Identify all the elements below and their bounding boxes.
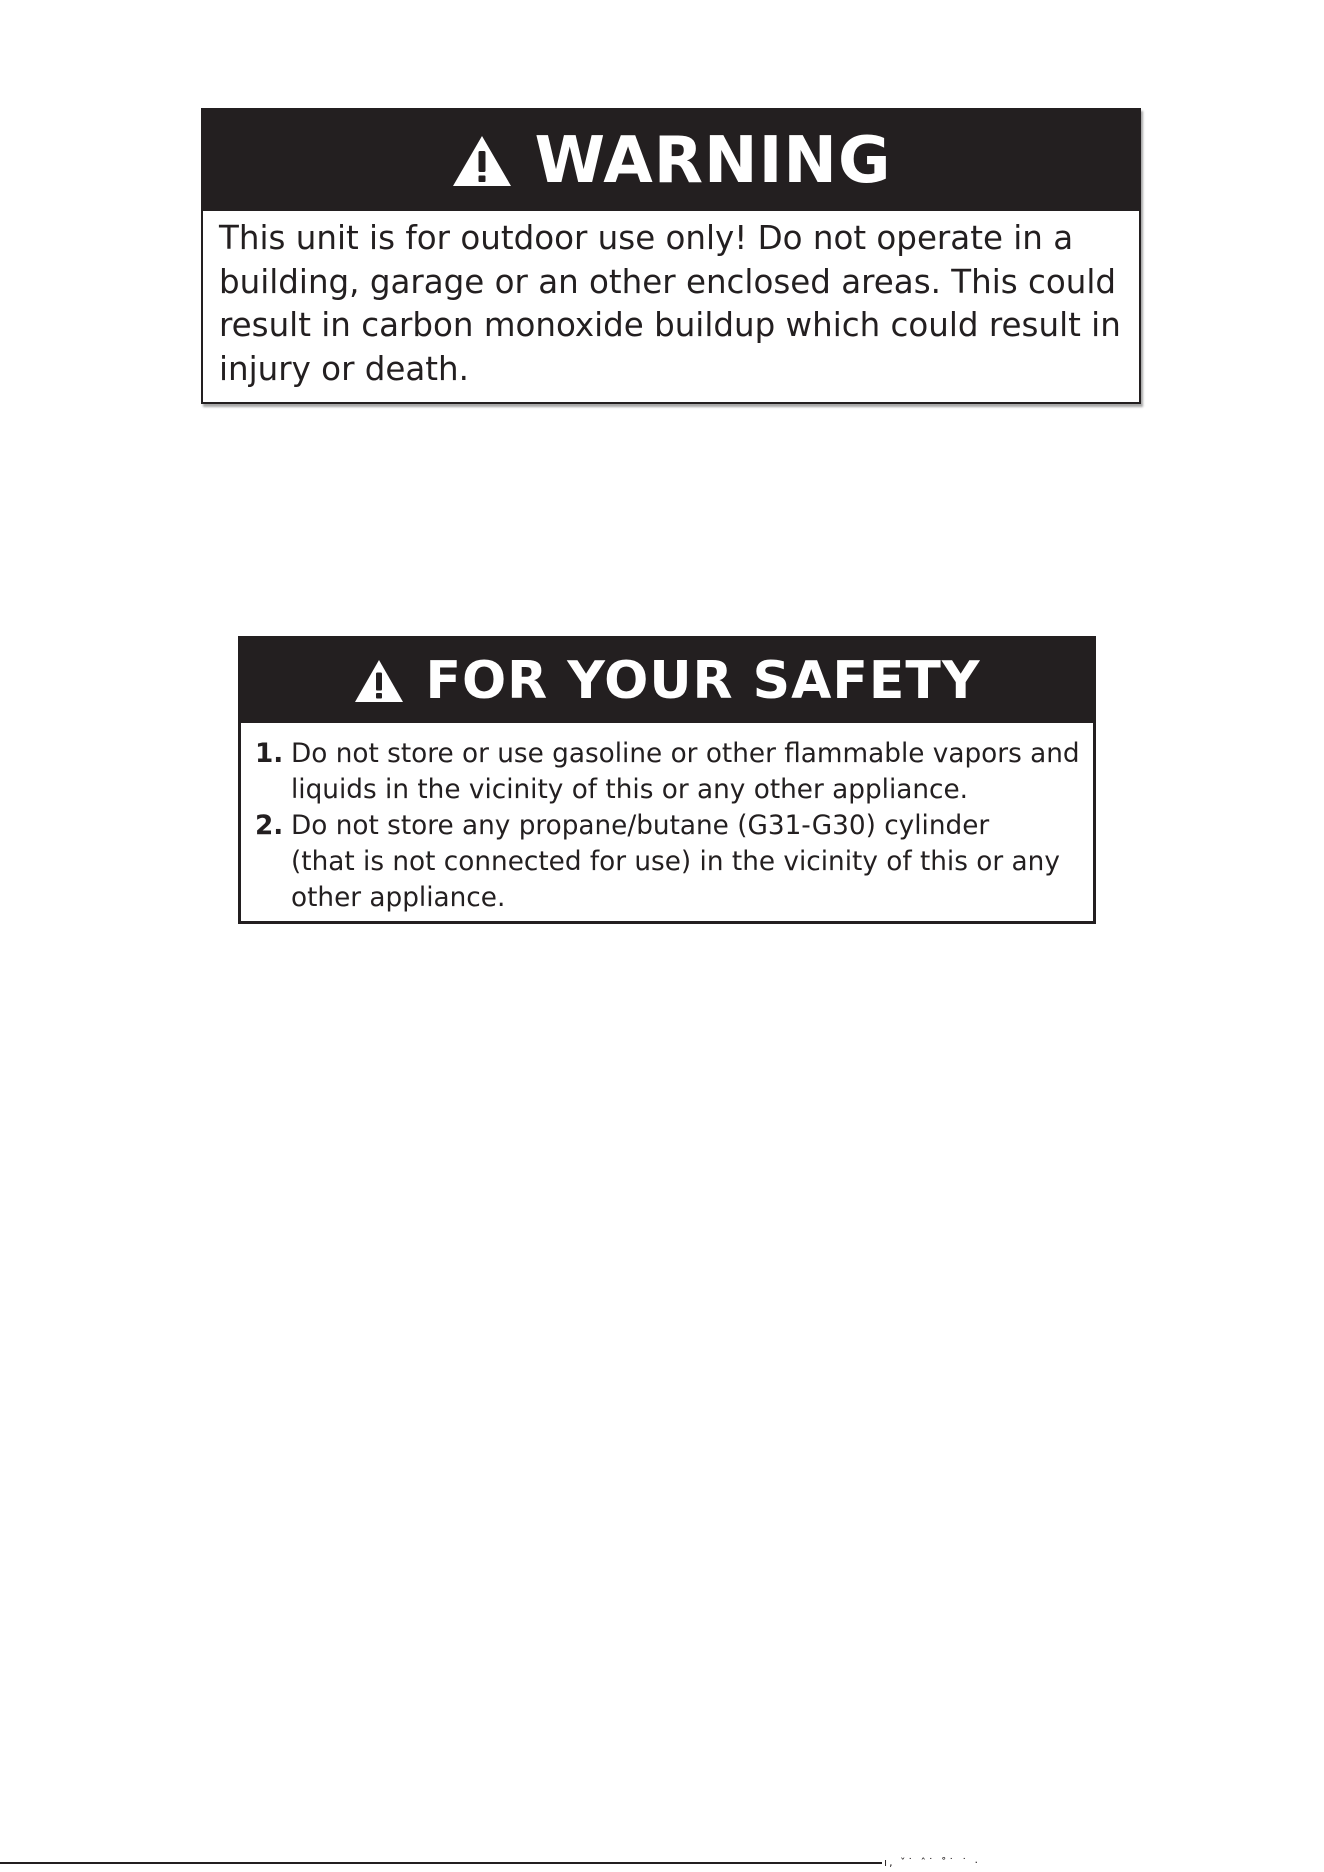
warning-text-line: building, garage or an other enclosed areas. This could <box>219 262 1117 301</box>
list-item-line: (that is not connected for use) in the vicinity of this or any <box>291 847 1060 877</box>
safety-list-item <box>255 808 1093 916</box>
list-item-number: 2. <box>255 811 284 841</box>
page-bottom-rule <box>0 1862 882 1864</box>
warning-triangle-icon <box>353 658 405 704</box>
safety-header <box>241 639 1093 723</box>
warning-text-line: This unit is for outdoor use only! Do not operate in a <box>219 219 1074 257</box>
warning-header <box>203 110 1139 211</box>
footer-scan-marks: ı‚ ˇ˙ ˆ˙ ˚˙ ˙ · <box>884 1856 981 1869</box>
list-item-line: liquids in the vicinity of this or any other appliance. <box>291 775 969 805</box>
list-item-text <box>291 736 1080 808</box>
list-item-line: other appliance. <box>291 883 506 913</box>
safety-title: FOR YOUR SAFETY <box>425 651 981 711</box>
safety-list <box>241 723 1093 916</box>
safety-panel <box>238 636 1096 924</box>
list-item-text <box>291 808 1060 916</box>
list-item-line: Do not store any propane/butane (G31-G30) cylinder <box>291 811 990 841</box>
warning-text-line: injury or death. <box>219 349 469 388</box>
list-item-number: 1. <box>255 739 284 769</box>
list-item-line: Do not store or use gasoline or other flammable vapors and <box>291 739 1080 769</box>
warning-text-line: result in carbon monoxide buildup which could result in <box>219 306 1121 344</box>
warning-text <box>203 211 1139 391</box>
warning-triangle-icon <box>451 134 513 188</box>
warning-title: WARNING <box>534 123 892 198</box>
safety-list-item <box>255 736 1093 808</box>
warning-panel <box>201 108 1141 404</box>
